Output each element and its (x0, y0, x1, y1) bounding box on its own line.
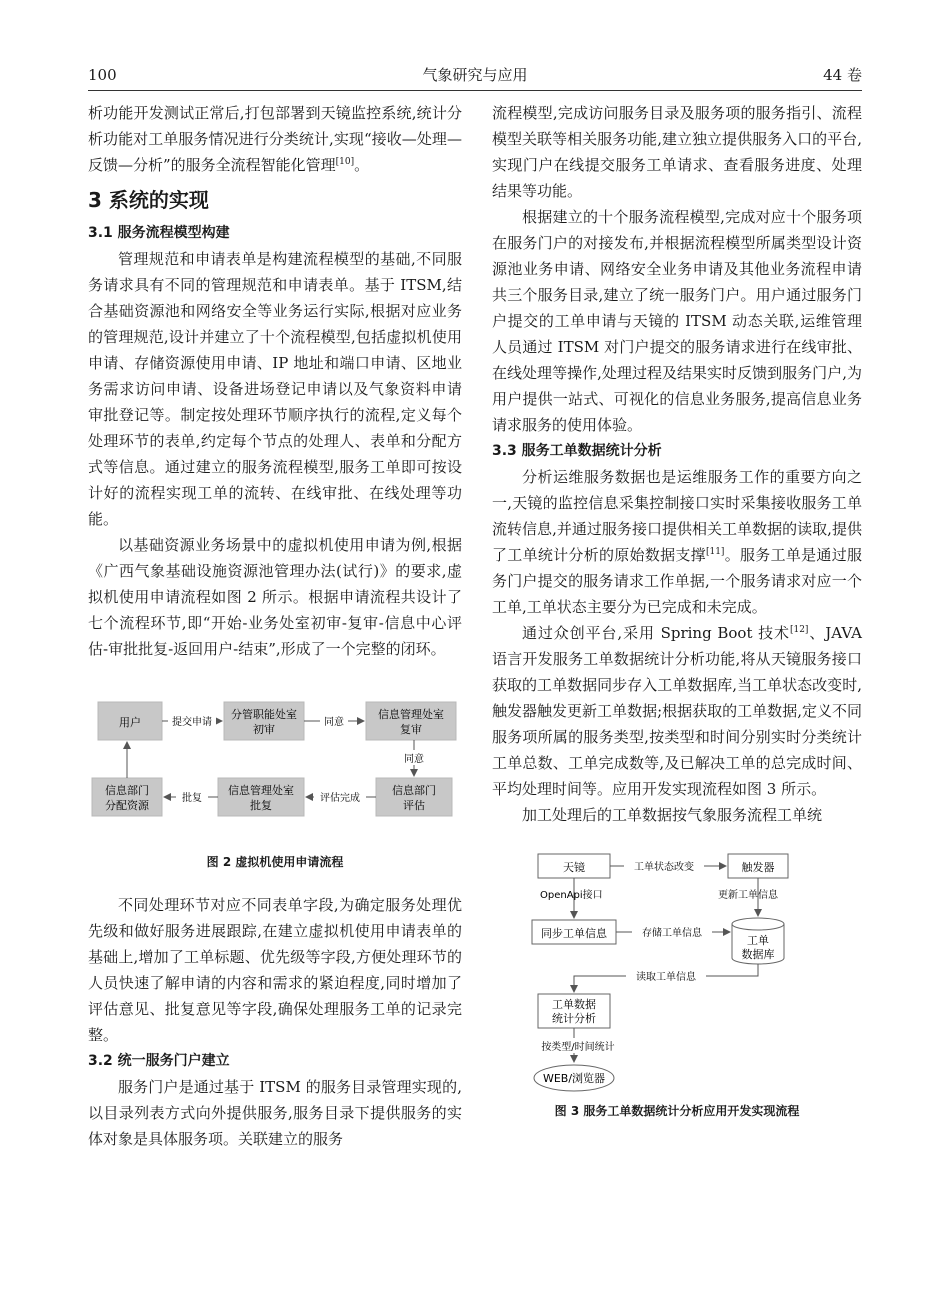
figure-2 (88, 692, 462, 872)
node-stat-label2: 统计分析 (552, 1012, 596, 1025)
journal-title: 气象研究与应用 (422, 66, 528, 84)
citation-11: [11] (705, 547, 725, 557)
paragraph-3-2-a: 服务门户是通过基于 ITSM 的服务目录管理实现的,以目录列表方式向外提供服务,服务目录下提供服务的实体对象是具体服务项。关联建立的服务 (88, 1078, 462, 1148)
edge-submit-label: 提交申请 (172, 717, 212, 728)
edge-agree-1-label: 同意 (324, 717, 344, 728)
node-info-eval-label: 信息部门 (392, 784, 436, 797)
figure-2-diagram (88, 692, 462, 842)
node-mgmt-recheck-label2: 复审 (400, 723, 422, 736)
citation-12: [12] (789, 625, 809, 635)
edge-status-change-label: 工单状态改变 (634, 862, 694, 873)
node-dept-review-label: 分管职能处室 (231, 708, 297, 721)
page-number: 100 (88, 66, 117, 84)
volume-label: 44 卷 (823, 66, 862, 84)
node-dept-review-label2: 初审 (253, 723, 275, 736)
node-sync-label: 同步工单信息 (541, 927, 607, 940)
paragraph-3-2-b: 流程模型,完成访问服务目录及服务项的服务指引、流程模型关联等相关服务功能,建立独立提供服务入口的平台,实现门户在线提交服务工单请求、查看服务进度、处理结果等功能。 (492, 104, 862, 200)
paragraph-3-1-b: 以基础资源业务场景中的虚拟机使用申请为例,根据《广西气象基础设施资源池管理办法(试行)》的要求,虚拟机使用申请流程如图 2 所示。根据申请流程共设计了七个流程环节,即“开始-业务处室初审-复审-信息中心评估-审批批复-返回用户-结束”,形成了一个完整的闭环。 (88, 536, 462, 658)
node-database-label2: 数据库 (741, 948, 775, 961)
section-3-heading: 3 系统的实现 (88, 188, 209, 212)
header-rule (88, 90, 862, 91)
node-info-alloc-label2: 分配资源 (105, 799, 149, 812)
node-trigger-label: 触发器 (741, 861, 775, 874)
edge-agree-2-label: 同意 (404, 754, 424, 765)
right-column (492, 100, 862, 1121)
paragraph-3-3-b: 通过众创平台,采用 Spring Boot 技术[12]、JAVA 语言开发服务工单数据统计分析功能,将从天镜服务接口获取的工单数据同步存入工单数据库,当工单状态改变时,触发器触发更新工单数据;根据获取的工单数据,定义不同服务项所属的服务类型,按类型和时间分别实时分类统计工单总数、工单完成数等,及已解决工单的总完成时间、平均处理时间等。应用开发实现流程如图 3 所示。 (492, 624, 863, 798)
figure-3 (492, 848, 862, 1121)
node-mgmt-approve-label: 信息管理处室 (228, 784, 294, 797)
paragraph-3-1-a: 管理规范和申请表单是构建流程模型的基础,不同服务请求具有不同的管理规范和申请表单。基于 ITSM,结合基础资源池和网络安全等业务运行实际,根据对应业务的管理规范,设计并建立了十个流程模型,包括虚拟机使用申请、存储资源使用申请、IP 地址和端口申请、区地业务需求访问申请、设备进场登记申请以及气象资料申请审批登记等。制定按处理环节顺序执行的流程,定义每个处理环节的表单,约定每个节点的处理人、表单和分配方式等信息。通过建立的服务流程模型,服务工单即可按设计好的流程实现工单的流转、在线审批、在线处理等功能。 (88, 250, 462, 528)
figure-2-caption: 图 2 虚拟机使用申请流程 (206, 855, 344, 869)
edge-eval-done-label: 评估完成 (320, 793, 360, 804)
figure-3-diagram (492, 848, 862, 1093)
node-mgmt-approve-label2: 批复 (250, 799, 272, 812)
paragraph-3-3-a: 分析运维服务数据也是运维服务工作的重要方向之一,天镜的监控信息采集控制接口实时采集接收服务工单流转信息,并通过服务接口提供相关工单数据的读取,提供了工单统计分析的原始数据支撑[11]。服务工单是通过服务门户提交的服务请求工作单据,一个服务请求对应一个工单,工单状态主要分为已完成和未完成。 (492, 468, 862, 616)
node-database-label: 工单 (747, 934, 769, 947)
section-3-1-heading: 3.1 服务流程模型构建 (88, 225, 230, 241)
node-tianjing-label: 天镜 (563, 861, 585, 874)
section-3-2-heading: 3.2 统一服务门户建立 (88, 1053, 230, 1069)
node-web-label: WEB/浏览器 (542, 1072, 606, 1085)
edge-update-label: 更新工单信息 (718, 890, 778, 901)
edge-store-label: 存储工单信息 (642, 928, 702, 939)
edge-read-label: 读取工单信息 (636, 972, 696, 983)
node-stat-label: 工单数据 (552, 998, 596, 1011)
node-mgmt-recheck-label: 信息管理处室 (378, 708, 444, 721)
section-3-3-heading: 3.3 服务工单数据统计分析 (492, 443, 662, 459)
node-info-alloc-label: 信息部门 (105, 784, 149, 797)
left-column (88, 100, 462, 1152)
figure-3-caption: 图 3 服务工单数据统计分析应用开发实现流程 (554, 1104, 800, 1118)
paragraph-3-3-c: 加工处理后的工单数据按气象服务流程工单统 (522, 806, 823, 824)
edge-approve-label: 批复 (182, 793, 202, 804)
citation-10: [10] (335, 157, 355, 167)
edge-openapi-label: OpenApi接口 (540, 890, 603, 901)
node-user-label: 用户 (119, 716, 141, 729)
paragraph-3-1-c: 不同处理环节对应不同表单字段,为确定服务处理优先级和做好服务进展跟踪,在建立虚拟机使用申请表单的基础上,增加了工单标题、优先级等字段,方便处理环节的人员快速了解申请的内容和需求的紧迫程度,同时增加了评估意见、批复意见等字段,确保处理服务工单的记录完整。 (88, 896, 462, 1044)
node-info-eval-label2: 评估 (403, 799, 425, 812)
edge-by-type-label: 按类型/时间统计 (541, 1042, 615, 1053)
paragraph-3-2-c: 根据建立的十个服务流程模型,完成对应十个服务项在服务门户的对接发布,并根据流程模型所属类型设计资源池业务申请、网络安全业务申请及其他业务流程申请共三个服务目录,建立了统一服务门户。用户通过服务门户提交的工单申请与天镜的 ITSM 动态关联,运维管理人员通过 ITSM 对门户提交的服务请求进行在线审批、在线处理等操作,处理过程及结果实时反馈到服务门户,为用户提供一站式、可视化的信息业务服务,提高信息业务请求服务的使用体验。 (492, 208, 862, 434)
intro-paragraph: 析功能开发测试正常后,打包部署到天镜监控系统,统计分析功能对工单服务情况进行分类统计,实现“接收—处理—反馈—分析”的服务全流程智能化管理[10]。 (88, 104, 462, 174)
